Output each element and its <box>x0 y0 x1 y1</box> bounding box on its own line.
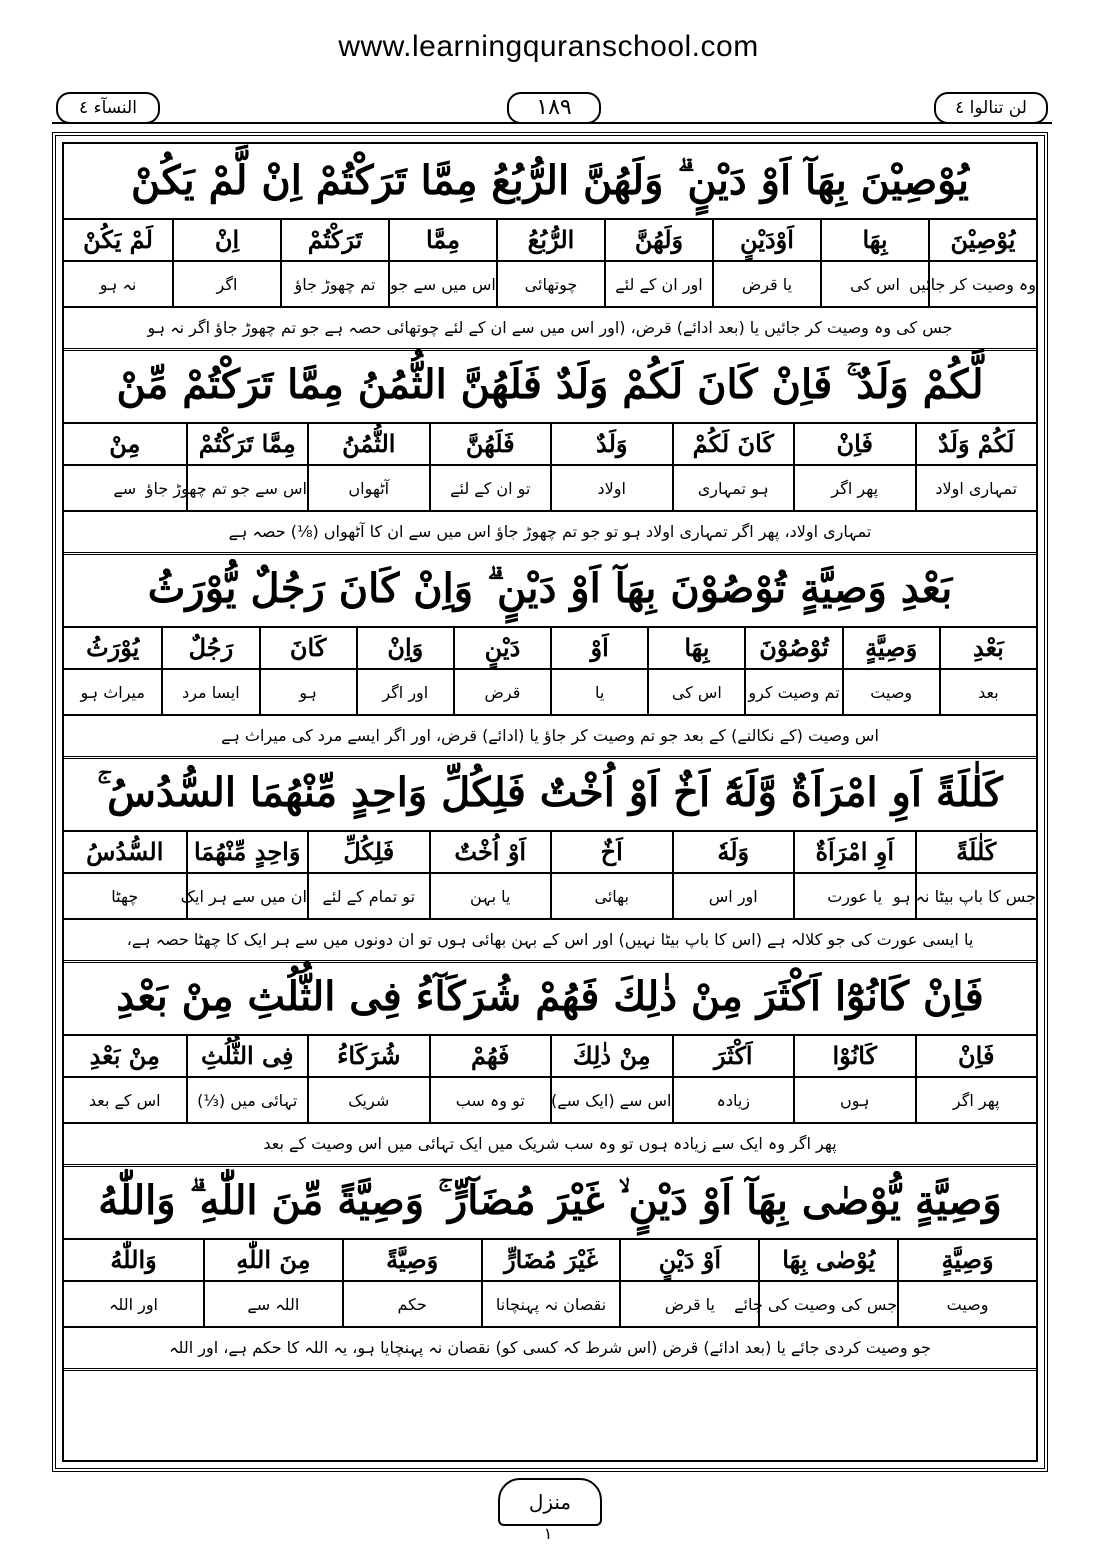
urdu-meaning-cell: تو وہ سب <box>429 1078 551 1124</box>
urdu-meaning-cell: تم چھوڑ جاؤ <box>280 262 388 308</box>
meaning-row <box>64 1078 1036 1124</box>
arabic-word-cell: وَاللّٰهُ <box>64 1238 203 1282</box>
arabic-word-cell: وَاحِدٍ مِّنْهُمَا <box>186 830 308 874</box>
urdu-meaning-cell: بھائی <box>550 874 672 920</box>
urdu-meaning-cell: یا قرض <box>712 262 820 308</box>
arabic-word-cell: السُّدُسُ <box>64 830 186 874</box>
arabic-word-cell: بِهَا <box>647 626 744 670</box>
urdu-meaning-cell: اگر <box>172 262 280 308</box>
urdu-meaning-cell: قرض <box>453 670 550 716</box>
urdu-meaning-cell: تہائی میں (⅓) <box>186 1078 308 1124</box>
arabic-word-cell: فَلِكُلِّ <box>307 830 429 874</box>
arabic-word-cell: مِنْ بَعْدِ <box>64 1034 186 1078</box>
page-header <box>52 88 1052 128</box>
urdu-meaning-cell: اور اللہ <box>64 1282 203 1328</box>
arabic-word-cell: تَرَكْتُمْ <box>280 218 388 262</box>
urdu-meaning-cell: ان میں سے ہر ایک <box>186 874 308 920</box>
arabic-word-cell: مِمَّا <box>388 218 496 262</box>
urdu-translation-line: جو وصیت کردی جائے یا (بعد ادائے) قرض (اس شرط کہ کسی کو) نقصان نہ پہنچایا ہو، یہ اللہ کا حکم ہے، اور اللہ <box>64 1328 1036 1371</box>
word-row <box>64 1034 1036 1078</box>
arabic-verse-line: فَاِنْ كَانُوْٓا اَكْثَرَ مِنْ ذٰلِكَ فَهُمْ شُرَكَآءُ فِى الثُّلُثِ مِنْ بَعْدِ <box>64 960 1036 1036</box>
urdu-meaning-cell: اس کی <box>820 262 928 308</box>
arabic-word-cell: اَوِ امْرَاَةٌ <box>793 830 915 874</box>
arabic-word-cell: يُوْرَثُ <box>64 626 161 670</box>
urdu-meaning-cell: پھر اگر <box>793 466 915 512</box>
page-frame <box>52 132 1048 1472</box>
urdu-meaning-cell: اور اس <box>672 874 794 920</box>
urdu-meaning-cell: ہو تمہاری <box>672 466 794 512</box>
arabic-word-cell: مِمَّا تَرَكْتُمْ <box>186 422 308 466</box>
content-area <box>62 142 1038 1462</box>
urdu-meaning-cell: زیادہ <box>672 1078 794 1124</box>
urdu-meaning-cell: ایسا مرد <box>161 670 258 716</box>
arabic-verse-line: وَصِيَّةٍ يُّوْصٰى بِهَآ اَوْ دَيْنٍ ۙ غَيْرَ مُضَآرٍّ ۚ وَصِيَّةً مِّنَ اللّٰهِ ۗ وَاللّٰهُ <box>64 1164 1036 1240</box>
urdu-meaning-cell: اولاد <box>550 466 672 512</box>
urdu-meaning-cell: اور ان کے لئے <box>604 262 712 308</box>
website-url: www.learningquranschool.com <box>338 30 759 63</box>
urdu-meaning-cell: نہ ہو <box>64 262 172 308</box>
urdu-meaning-cell: بعد <box>939 670 1036 716</box>
urdu-meaning-cell: وصیت <box>897 1282 1036 1328</box>
arabic-verse-line: لَّكُمْ وَلَدٌ ۚ فَاِنْ كَانَ لَكُمْ وَلَدٌ فَلَهُنَّ الثُّمُنُ مِمَّا تَرَكْتُمْ مِّنْ <box>64 348 1036 424</box>
arabic-word-cell: كَانَ <box>259 626 356 670</box>
urdu-translation-line: پھر اگر وہ ایک سے زیادہ ہوں تو وہ سب شریک میں ایک تہائی میں اس وصیت کے بعد <box>64 1124 1036 1167</box>
arabic-word-cell: لَكُمْ وَلَدٌ <box>915 422 1037 466</box>
arabic-word-cell: بَعْدِ <box>939 626 1036 670</box>
surah-name-label: النسآء ٤ <box>56 92 160 124</box>
arabic-word-cell: فَاِنْ <box>793 422 915 466</box>
arabic-word-cell: اَوْ <box>550 626 647 670</box>
arabic-word-cell: كَلٰلَةً <box>915 830 1037 874</box>
urdu-translation-line: جس کی وہ وصیت کر جائیں یا (بعد ادائے) قرض، (اور اس میں سے ان کے لئے چوتھائی حصہ ہے جو تم چھوڑ جاؤ اگر نہ ہو <box>64 308 1036 351</box>
arabic-word-cell: وَصِيَّةٍ <box>897 1238 1036 1282</box>
arabic-word-cell: وَصِيَّةً <box>342 1238 481 1282</box>
urdu-meaning-cell: یا بہن <box>429 874 551 920</box>
urdu-meaning-cell: اور اگر <box>356 670 453 716</box>
page-number: ۱۸۹ <box>507 92 601 124</box>
urdu-meaning-cell: جس کا باپ بیٹا نہ ہو <box>915 874 1037 920</box>
urdu-meaning-cell: یا عورت <box>793 874 915 920</box>
urdu-meaning-cell: وصیت <box>842 670 939 716</box>
arabic-word-cell: وَصِيَّةٍ <box>842 626 939 670</box>
arabic-word-cell: بِهَا <box>820 218 928 262</box>
urdu-meaning-cell: میراث ہو <box>64 670 161 716</box>
arabic-word-cell: فَاِنْ <box>915 1034 1037 1078</box>
urdu-meaning-cell: شریک <box>307 1078 429 1124</box>
urdu-meaning-cell: آٹھواں <box>307 466 429 512</box>
arabic-word-cell: اِنْ <box>172 218 280 262</box>
arabic-word-cell: رَجُلٌ <box>161 626 258 670</box>
word-row <box>64 830 1036 874</box>
urdu-meaning-cell: تو ان کے لئے <box>429 466 551 512</box>
urdu-meaning-cell: تم وصیت کرو <box>744 670 841 716</box>
urdu-meaning-cell: یا <box>550 670 647 716</box>
urdu-meaning-cell: چوتھائی <box>496 262 604 308</box>
urdu-meaning-cell: ہو <box>259 670 356 716</box>
meaning-row <box>64 670 1036 716</box>
arabic-word-cell: وَلَدٌ <box>550 422 672 466</box>
urdu-meaning-cell: اس کے بعد <box>64 1078 186 1124</box>
arabic-word-cell: وَاِنْ <box>356 626 453 670</box>
arabic-word-cell: الثُّمُنُ <box>307 422 429 466</box>
urdu-meaning-cell: تو تمام کے لئے <box>307 874 429 920</box>
arabic-word-cell: مِنْ ذٰلِكَ <box>550 1034 672 1078</box>
arabic-word-cell: يُوْصِيْنَ <box>928 218 1036 262</box>
urdu-meaning-cell: یا قرض <box>619 1282 758 1328</box>
urdu-translation-line: اس وصیت (کے نکالنے) کے بعد جو تم وصیت کر جاؤ یا (ادائے) قرض، اور اگر ایسے مرد کی میراث ہے <box>64 716 1036 759</box>
arabic-word-cell: الرُّبُعُ <box>496 218 604 262</box>
arabic-word-cell: لَمْ يَكُنْ <box>64 218 172 262</box>
word-row <box>64 1238 1036 1282</box>
arabic-word-cell: فَلَهُنَّ <box>429 422 551 466</box>
urdu-meaning-cell: اللہ سے <box>203 1282 342 1328</box>
urdu-meaning-cell: سے <box>64 466 186 512</box>
meaning-row <box>64 466 1036 512</box>
header-divider <box>52 122 1052 124</box>
urdu-meaning-cell: وہ وصیت کر جائیں <box>928 262 1036 308</box>
urdu-meaning-cell: تمہاری اولاد <box>915 466 1037 512</box>
arabic-word-cell: وَلَهُنَّ <box>604 218 712 262</box>
meaning-row <box>64 1282 1036 1328</box>
arabic-word-cell: شُرَكَاءُ <box>307 1034 429 1078</box>
urdu-meaning-cell: حکم <box>342 1282 481 1328</box>
arabic-word-cell: اَوْدَيْنٍ <box>712 218 820 262</box>
arabic-word-cell: اَوْ دَيْنٍ <box>619 1238 758 1282</box>
arabic-verse-line: بَعْدِ وَصِيَّةٍ تُوْصُوْنَ بِهَآ اَوْ دَيْنٍ ۗ وَاِنْ كَانَ رَجُلٌ يُّوْرَثُ <box>64 552 1036 628</box>
urdu-meaning-cell: ہوں <box>793 1078 915 1124</box>
urdu-meaning-cell: اس کی <box>647 670 744 716</box>
arabic-verse-line: كَلٰلَةً اَوِ امْرَاَةٌ وَّلَهٗٓ اَخٌ اَوْ اُخْتٌ فَلِكُلِّ وَاحِدٍ مِّنْهُمَا السُّدُسُ ۚ <box>64 756 1036 832</box>
arabic-word-cell: غَيْرَ مُضَارٍّ <box>481 1238 620 1282</box>
urdu-meaning-cell: اس سے جو تم چھوڑ جاؤ <box>186 466 308 512</box>
arabic-verse-line: يُوْصِيْنَ بِهَآ اَوْ دَيْنٍ ۗ وَلَهُنَّ الرُّبُعُ مِمَّا تَرَكْتُمْ اِنْ لَّمْ يَكُنْ <box>64 144 1036 220</box>
arabic-word-cell: اَوْ اُخْتٌ <box>429 830 551 874</box>
urdu-meaning-cell: چھٹا <box>64 874 186 920</box>
arabic-word-cell: اَكْثَرَ <box>672 1034 794 1078</box>
word-row <box>64 218 1036 262</box>
manzil-number: ۱ <box>543 1524 553 1543</box>
arabic-word-cell: تُوْصُوْنَ <box>744 626 841 670</box>
arabic-word-cell: مِنْ <box>64 422 186 466</box>
urdu-meaning-cell: نقصان نہ پہنچانا <box>481 1282 620 1328</box>
word-row <box>64 626 1036 670</box>
manzil-badge: منزل <box>498 1478 602 1526</box>
arabic-word-cell: دَيْنٍ <box>453 626 550 670</box>
urdu-translation-line: تمہاری اولاد، پھر اگر تمہاری اولاد ہو تو جو تم چھوڑ جاؤ اس میں سے ان کا آٹھواں (⅛) حصہ ہے <box>64 512 1036 555</box>
word-row <box>64 422 1036 466</box>
meaning-row <box>64 874 1036 920</box>
arabic-word-cell: يُوْصٰى بِهَا <box>758 1238 897 1282</box>
arabic-word-cell: وَلَهٗ <box>672 830 794 874</box>
arabic-word-cell: اَخٌ <box>550 830 672 874</box>
urdu-meaning-cell: جس کی وصیت کی جائے <box>758 1282 897 1328</box>
juz-name-label: لن تنالوا ٤ <box>934 92 1048 124</box>
arabic-word-cell: فِى الثُّلُثِ <box>186 1034 308 1078</box>
arabic-word-cell: كَانُوْا <box>793 1034 915 1078</box>
urdu-meaning-cell: پھر اگر <box>915 1078 1037 1124</box>
urdu-meaning-cell: اس سے (ایک سے) <box>550 1078 672 1124</box>
arabic-word-cell: فَهُمْ <box>429 1034 551 1078</box>
urdu-meaning-cell: اس میں سے جو <box>388 262 496 308</box>
arabic-word-cell: مِنَ اللّٰهِ <box>203 1238 342 1282</box>
meaning-row <box>64 262 1036 308</box>
arabic-word-cell: كَانَ لَكُمْ <box>672 422 794 466</box>
urdu-translation-line: یا ایسی عورت کی جو کلالہ ہے (اس کا باپ بیٹا نہیں) اور اس کے بہن بھائی ہوں تو ان دونوں میں سے ہر ایک کا چھٹا حصہ ہے، <box>64 920 1036 963</box>
